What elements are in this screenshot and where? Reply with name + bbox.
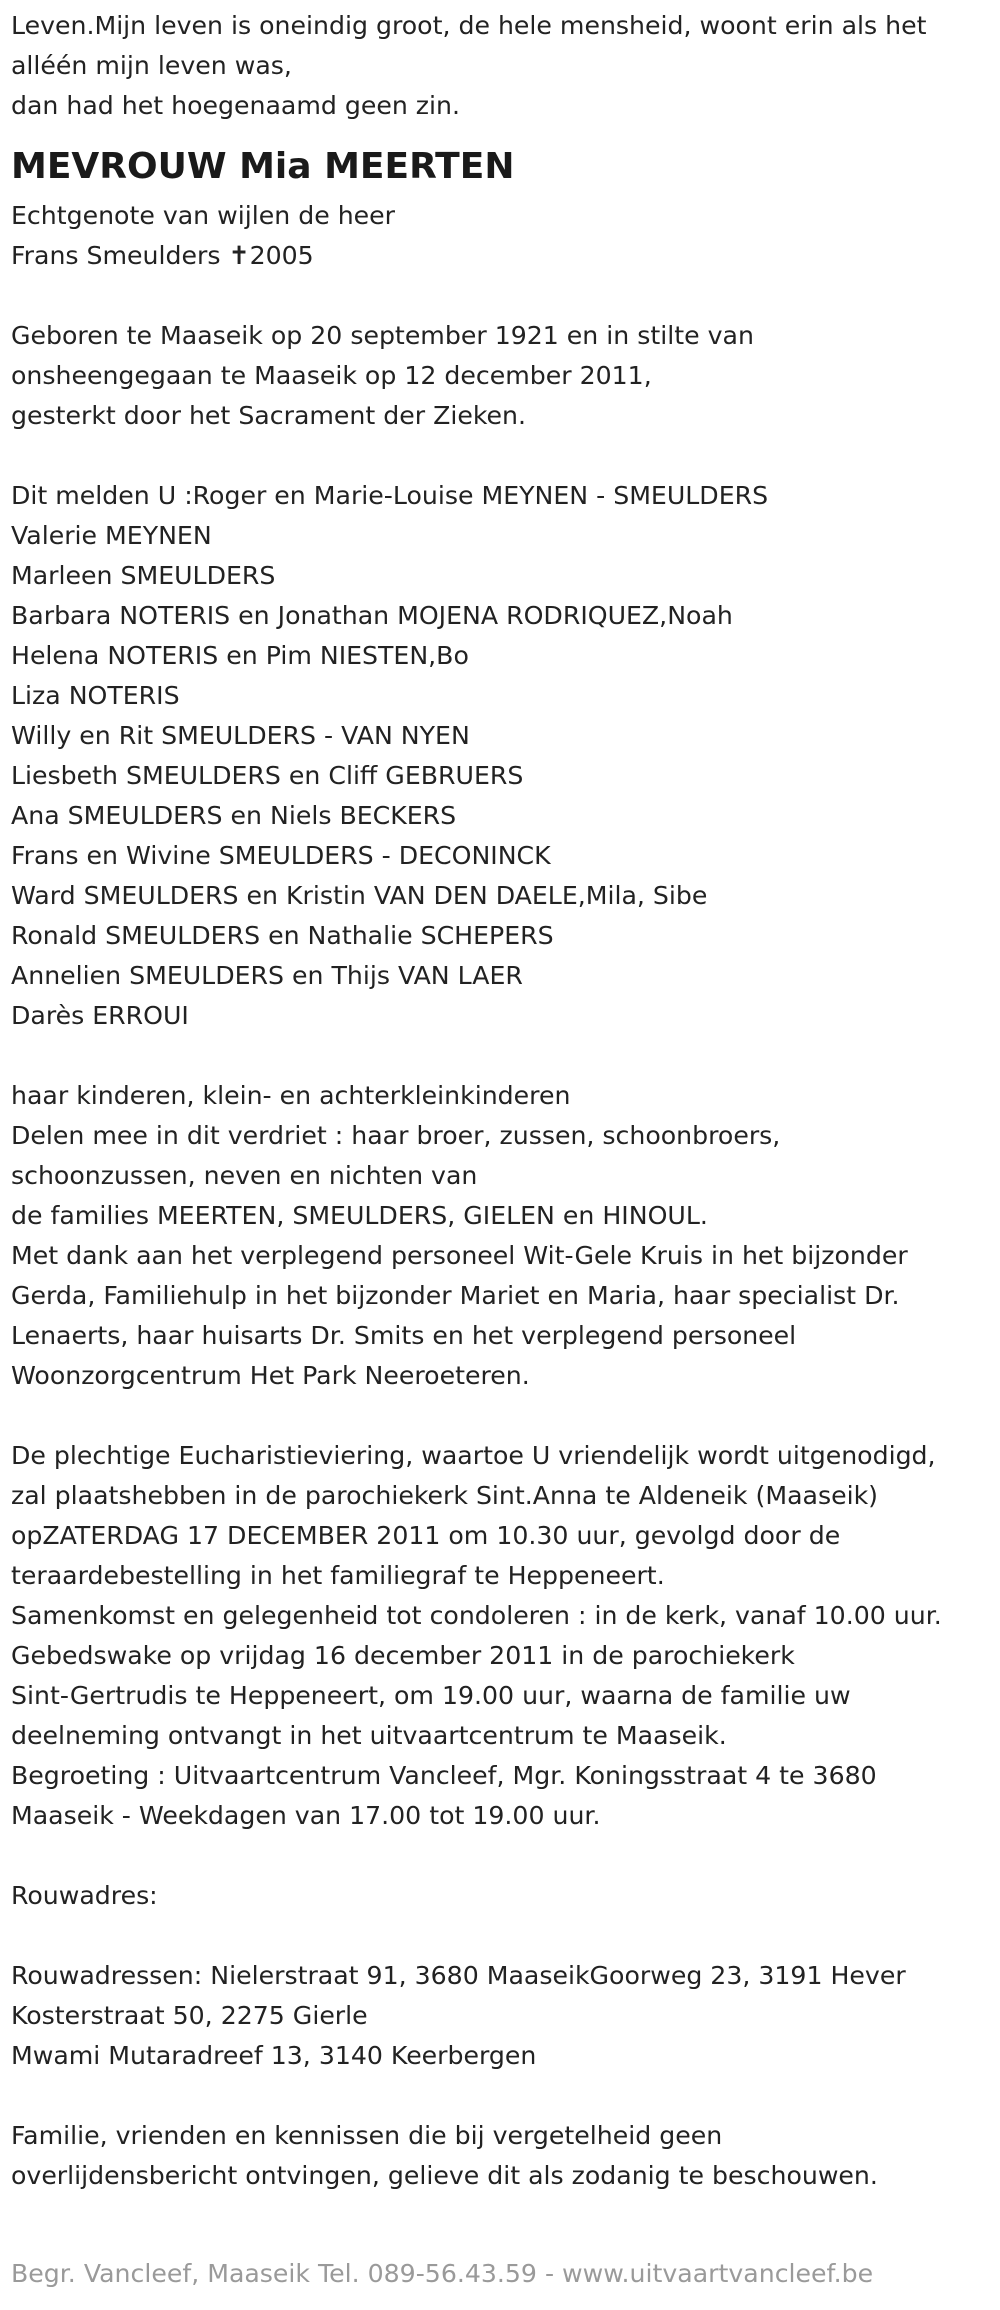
ceremony-line: Gebedswake op vrijdag 16 december 2011 in de parochiekerk	[11, 1641, 795, 1670]
ceremony-line: teraardebestelling in het familiegraf te Heppeneert.	[11, 1561, 665, 1590]
list-item: Barbara NOTERIS en Jonathan MOJENA RODRIQUEZ,Noah	[11, 601, 733, 630]
ceremony-line: Sint-Gertrudis te Heppeneert, om 19.00 uur, waarna de familie uw	[11, 1681, 851, 1710]
list-item: Ward SMEULDERS en Kristin VAN DEN DAELE,Mila, Sibe	[11, 881, 708, 910]
family-line: Met dank aan het verplegend personeel Wit-Gele Kruis in het bijzonder	[11, 1241, 908, 1270]
ceremony-line: zal plaatshebben in de parochiekerk Sint.Anna te Aldeneik (Maaseik)	[11, 1481, 878, 1510]
list-item: Ana SMEULDERS en Niels BECKERS	[11, 801, 457, 830]
ceremony-line: Begroeting : Uitvaartcentrum Vancleef, Mgr. Koningsstraat 4 te 3680	[11, 1761, 877, 1790]
closing-note	[11, 2116, 996, 2196]
family-line: Delen mee in dit verdriet : haar broer, zussen, schoonbroers,	[11, 1121, 781, 1150]
ceremony-line: De plechtige Eucharistieviering, waartoe U vriendelijk wordt uitgenodigd,	[11, 1441, 936, 1470]
spouse-info	[11, 196, 996, 276]
list-item: Ronald SMEULDERS en Nathalie SCHEPERS	[11, 921, 554, 950]
spacer	[11, 1036, 996, 1076]
family-line: Gerda, Familiehulp in het bijzonder Mariet en Maria, haar specialist Dr.	[11, 1281, 900, 1310]
list-item: Liesbeth SMEULDERS en Cliff GEBRUERS	[11, 761, 524, 790]
spacer	[11, 1836, 996, 1876]
list-item: Dit melden U :Roger en Marie-Louise MEYNEN - SMEULDERS	[11, 481, 769, 510]
family-line: haar kinderen, klein- en achterkleinkinderen	[11, 1081, 571, 1110]
funeral-director-footer: Begr. Vancleef, Maaseik Tel. 089-56.43.59 - www.uitvaartvancleef.be	[11, 2259, 874, 2288]
family-line: schoonzussen, neven en nichten van	[11, 1161, 478, 1190]
intro-line: dan had het hoegenaamd geen zin.	[11, 91, 460, 120]
intro-line: alléén mijn leven was,	[11, 51, 292, 80]
list-item: Frans en Wivine SMEULDERS - DECONINCK	[11, 841, 551, 870]
birth-line: onsheengegaan te Maaseik op 12 december 2011,	[11, 361, 652, 390]
spacer	[11, 276, 996, 316]
ceremony-line: Maaseik - Weekdagen van 17.00 tot 19.00 uur.	[11, 1801, 601, 1830]
list-item: Willy en Rit SMEULDERS - VAN NYEN	[11, 721, 470, 750]
deceased-name: MEVROUW Mia MEERTEN	[11, 146, 515, 187]
ceremony-line: opZATERDAG 17 DECEMBER 2011 om 10.30 uur, gevolgd door de	[11, 1521, 841, 1550]
mourning-address-label: Rouwadres:	[11, 1881, 158, 1910]
family-paragraph	[11, 1076, 996, 1396]
family-line: Woonzorgcentrum Het Park Neeroeteren.	[11, 1361, 530, 1390]
spacer	[11, 436, 996, 476]
address-line: Mwami Mutaradreef 13, 3140 Keerbergen	[11, 2041, 537, 2070]
intro-quote	[11, 6, 996, 126]
ceremony-line: Samenkomst en gelegenheid tot condoleren : in de kerk, vanaf 10.00 uur.	[11, 1601, 942, 1630]
spacer	[11, 2076, 996, 2116]
list-item: Annelien SMEULDERS en Thijs VAN LAER	[11, 961, 523, 990]
spacer	[11, 1916, 996, 1956]
ceremony-line: deelneming ontvangt in het uitvaartcentrum te Maaseik.	[11, 1721, 727, 1750]
family-line: Lenaerts, haar huisarts Dr. Smits en het verplegend personeel	[11, 1321, 797, 1350]
birth-line: Geboren te Maaseik op 20 september 1921 en in stilte van	[11, 321, 754, 350]
announced-by-list	[11, 476, 996, 1036]
spacer	[11, 1396, 996, 1436]
address-line: Rouwadressen: Nielerstraat 91, 3680 MaaseikGoorweg 23, 3191 Hever	[11, 1961, 906, 1990]
list-item: Helena NOTERIS en Pim NIESTEN,Bo	[11, 641, 469, 670]
address-line: Kosterstraat 50, 2275 Gierle	[11, 2001, 368, 2030]
intro-line: Leven.Mijn leven is oneindig groot, de hele mensheid, woont erin als het	[11, 11, 927, 40]
birth-death-info	[11, 316, 996, 436]
obituary-document	[11, 6, 996, 2196]
list-item: Darès ERROUI	[11, 1001, 189, 1030]
birth-line: gesterkt door het Sacrament der Zieken.	[11, 401, 527, 430]
list-item: Valerie MEYNEN	[11, 521, 212, 550]
list-item: Liza NOTERIS	[11, 681, 180, 710]
list-item: Marleen SMEULDERS	[11, 561, 276, 590]
closing-line: overlijdensbericht ontvingen, gelieve dit als zodanig te beschouwen.	[11, 2161, 878, 2190]
spouse-line: Echtgenote van wijlen de heer	[11, 201, 396, 230]
spouse-line: Frans Smeulders ✝2005	[11, 241, 314, 270]
ceremony-paragraph	[11, 1436, 996, 1836]
family-line: de families MEERTEN, SMEULDERS, GIELEN en HINOUL.	[11, 1201, 708, 1230]
mourning-addresses	[11, 1956, 996, 2076]
closing-line: Familie, vrienden en kennissen die bij vergetelheid geen	[11, 2121, 723, 2150]
